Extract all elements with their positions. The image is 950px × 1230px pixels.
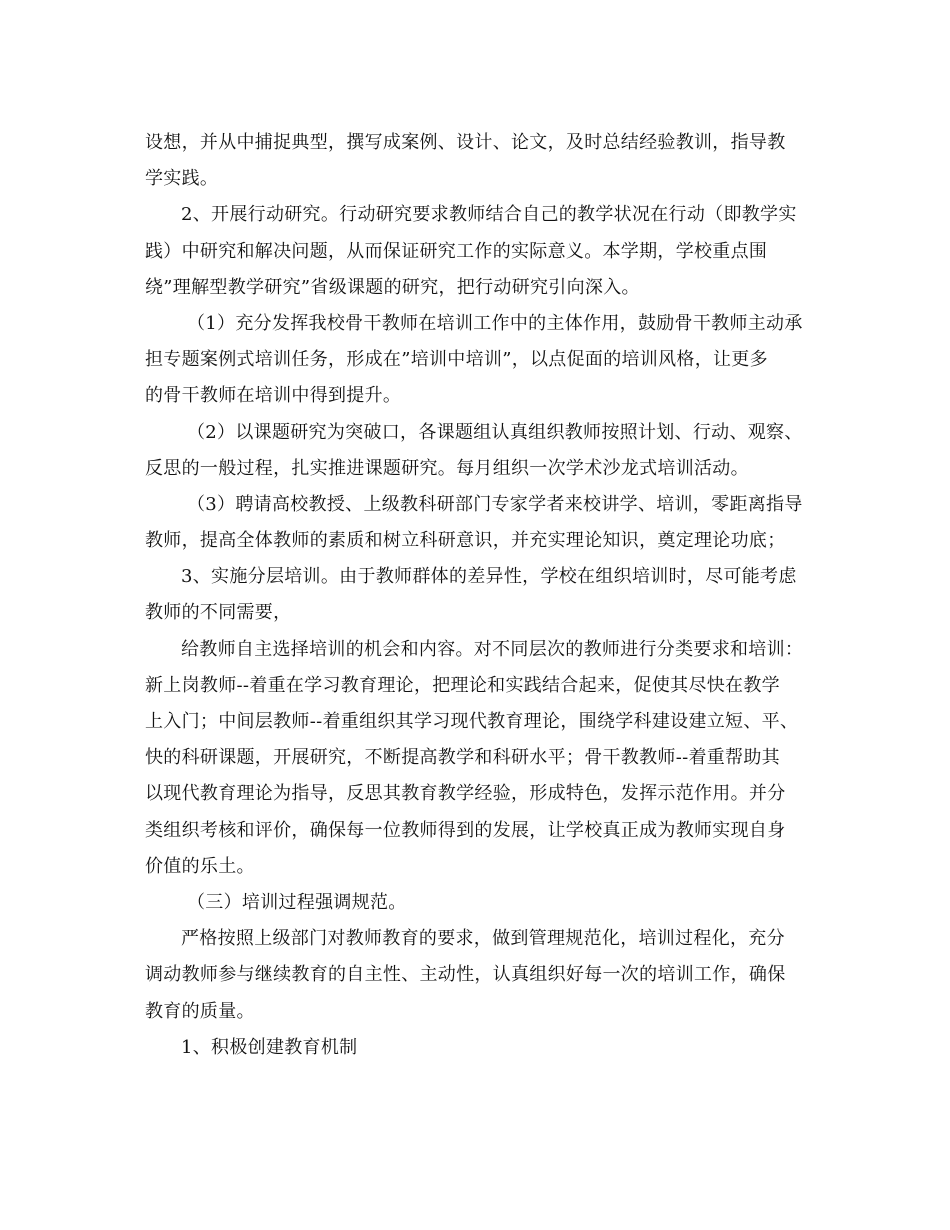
paragraph-line: 教师的不同需要， — [145, 602, 292, 624]
paragraph-line: （2）以课题研究为突破口，各课题组认真组织教师按照计划、行动、观察、 — [187, 421, 803, 443]
paragraph-line: 3、实施分层培训。由于教师群体的差异性，学校在组织培训时，尽可能考虑 — [181, 566, 797, 588]
paragraph-line: 价值的乐土。 — [145, 855, 255, 877]
paragraph-line: 教育的质量。 — [145, 1000, 255, 1022]
paragraph-line: （3）聘请高校教授、上级教科研部门专家学者来校讲学、培训，零距离指导 — [187, 493, 803, 515]
paragraph-line: 担专题案例式培训任务，形成在”培训中培训”，以点促面的培训风格，让更多 — [145, 349, 768, 371]
paragraph-line: 2、开展行动研究。行动研究要求教师结合自己的教学状况在行动（即教学实 — [181, 204, 797, 226]
section-heading: （三）培训过程强调规范。 — [187, 891, 407, 913]
paragraph-line: 教师，提高全体教师的素质和树立科研意识，并充实理论知识，奠定理论功底； — [145, 530, 786, 552]
paragraph-line: 类组织考核和评价，确保每一位教师得到的发展，让学校真正成为教师实现自身 — [145, 819, 786, 841]
paragraph-line: 新上岗教师--着重在学习教育理论，把理论和实践结合起来，促使其尽快在教学 — [145, 674, 780, 696]
paragraph-line: 以现代教育理论为指导，反思其教育教学经验，形成特色，发挥示范作用。并分 — [145, 783, 786, 805]
paragraph-line: 设想，并从中捕捉典型，撰写成案例、设计、论文，及时总结经验教训，指导教 — [145, 132, 786, 153]
document-body — [145, 125, 810, 1066]
paragraph-line: 学实践。 — [145, 168, 219, 190]
paragraph-line: （1）充分发挥我校骨干教师在培训工作中的主体作用，鼓励骨干教师主动承 — [187, 312, 803, 334]
paragraph-line: 快的科研课题，开展研究，不断提高教学和科研水平；骨干教教师--着重帮助其 — [145, 747, 780, 769]
paragraph-line: 反思的一般过程，扎实推进课题研究。每月组织一次学术沙龙式培训活动。 — [145, 457, 749, 479]
paragraph-line: 的骨干教师在培训中得到提升。 — [145, 385, 402, 407]
paragraph-line: 绕”理解型教学研究”省级课题的研究，把行动研究引向深入。 — [145, 276, 640, 298]
paragraph-line: 上入门；中间层教师--着重组织其学习现代教育理论，围绕学科建设建立短、平、 — [145, 711, 799, 732]
paragraph-line: 践）中研究和解决问题，从而保证研究工作的实际意义。本学期，学校重点围 — [145, 240, 768, 262]
paragraph-line: 给教师自主选择培训的机会和内容。对不同层次的教师进行分类要求和培训： — [181, 638, 804, 660]
paragraph-line: 调动教师参与继续教育的自主性、主动性，认真组织好每一次的培训工作，确保 — [145, 964, 786, 986]
numbered-item-heading: 1、积极创建教育机制 — [181, 1036, 358, 1058]
paragraph-line: 严格按照上级部门对教师教育的要求，做到管理规范化，培训过程化，充分 — [181, 928, 785, 950]
